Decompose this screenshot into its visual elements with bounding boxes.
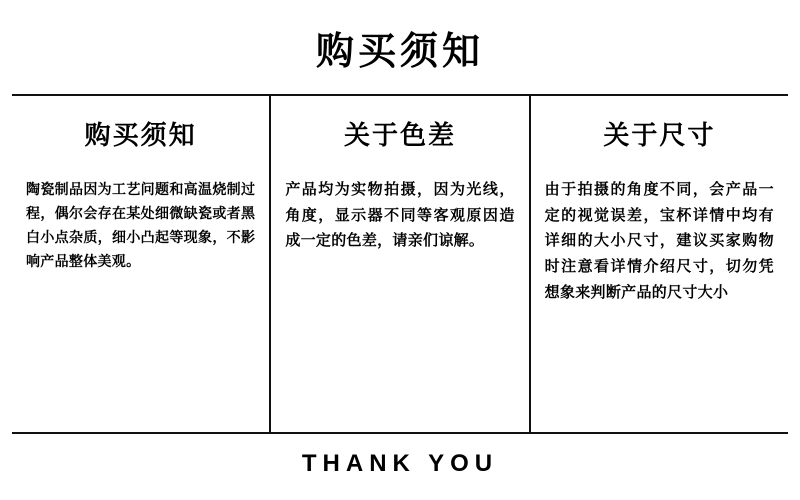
notice-column-size xyxy=(529,96,788,432)
column-title-size: 关于尺寸 xyxy=(603,119,716,150)
notice-column-purchase xyxy=(12,96,269,432)
notice-column-color xyxy=(269,96,528,432)
notice-columns xyxy=(12,96,788,432)
column-body-color: 产品均为实物拍摄，因为光线，角度，显示器不同等客观原因造成一定的色差，请亲们谅解。 xyxy=(285,180,515,250)
column-body-size: 由于拍摄的角度不同，会产品一定的视觉误差，宝杯详情中均有详细的大小尺寸，建议买家购物时注意看详情介绍尺寸，切勿凭想象来判断产品的尺寸大小 xyxy=(544,180,774,301)
footer-thank-you: THANK YOU xyxy=(301,449,499,477)
page-title: 购买须知 xyxy=(315,31,484,73)
column-body-purchase: 陶瓷制品因为工艺问题和高温烧制过程，偶尔会存在某处细微缺瓷或者黑白小点杂质，细小凸起等现象，不影响产品整体美观。 xyxy=(26,180,256,270)
column-title-color: 关于色差 xyxy=(343,119,456,150)
column-title-purchase: 购买须知 xyxy=(84,119,197,150)
